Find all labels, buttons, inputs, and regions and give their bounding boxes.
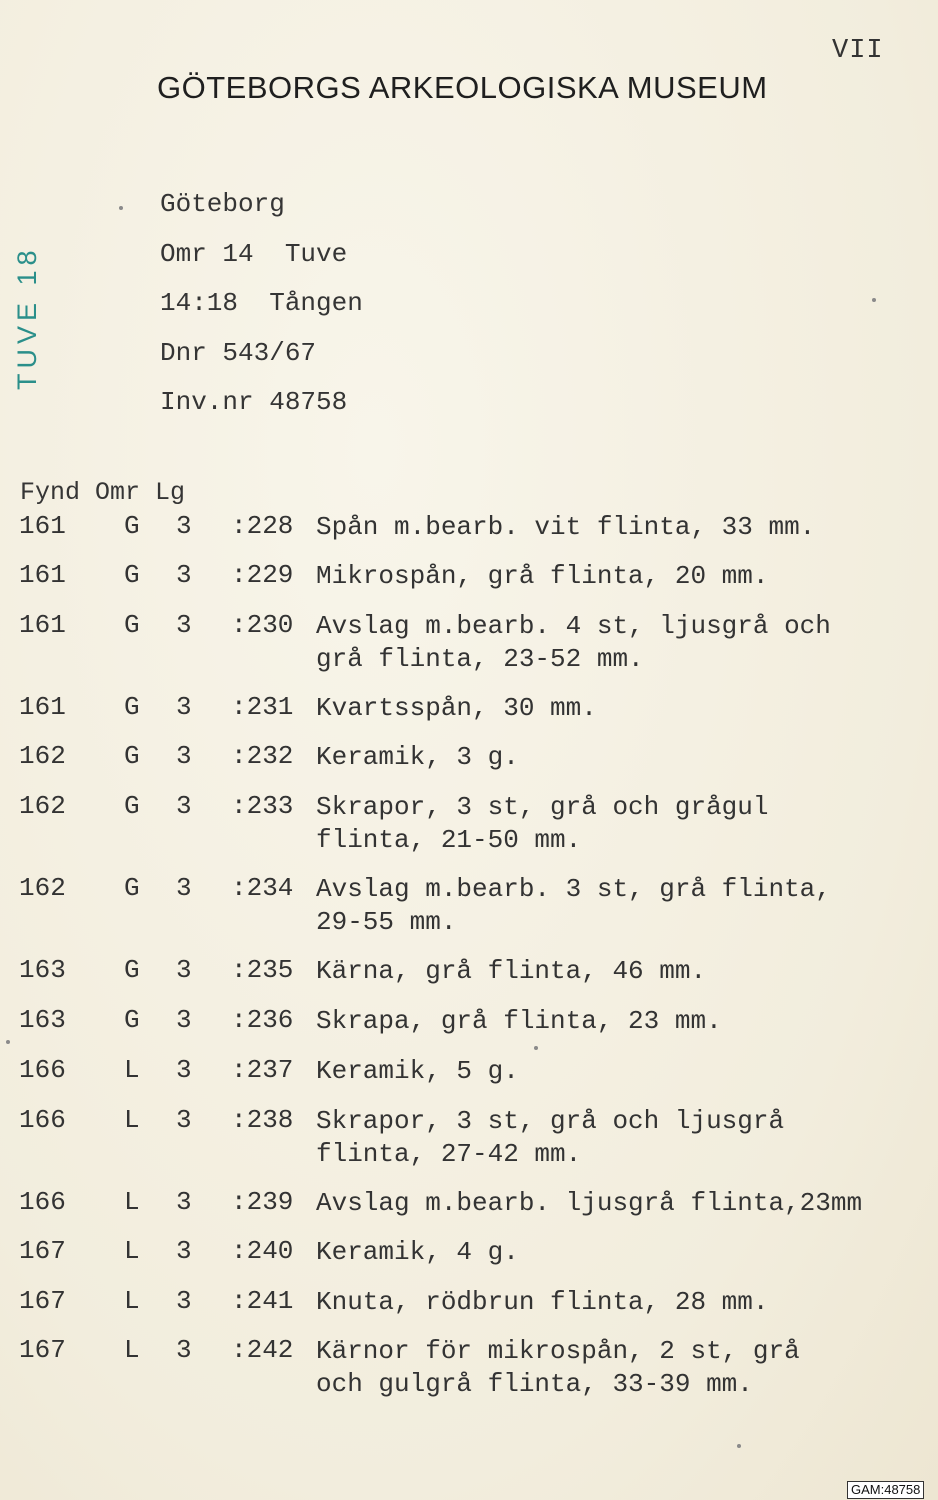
omr-cell: G — [124, 955, 140, 985]
description-line: och gulgrå flinta, 33-39 mm. — [316, 1369, 753, 1399]
fynd-cell: 163 — [19, 1005, 66, 1035]
omr-cell: G — [124, 873, 140, 903]
header-site: 14:18 Tången — [160, 288, 363, 318]
lg-cell: 3 — [176, 610, 192, 640]
catalog-number-cell: :241 — [231, 1286, 294, 1316]
lg-cell: 3 — [176, 1286, 192, 1316]
speck — [737, 1444, 741, 1448]
omr-cell: G — [124, 1005, 140, 1035]
fynd-cell: 162 — [19, 791, 66, 821]
table-headers: Fynd Omr Lg — [20, 478, 186, 507]
description-line: Avslag m.bearb. ljusgrå flinta,23mm — [316, 1188, 863, 1218]
lg-cell: 3 — [176, 1005, 192, 1035]
speck — [119, 206, 123, 210]
description-line: Kvartsspån, 30 mm. — [316, 693, 597, 723]
catalog-number-cell: :230 — [231, 610, 294, 640]
description-line: grå flinta, 23-52 mm. — [316, 644, 644, 674]
site-header — [160, 180, 363, 428]
omr-cell: L — [124, 1236, 140, 1266]
description-line: Avslag m.bearb. 3 st, grå flinta, — [316, 874, 831, 904]
catalog-number-cell: :231 — [231, 692, 294, 722]
lg-cell: 3 — [176, 692, 192, 722]
description-line: Keramik, 4 g. — [316, 1237, 519, 1267]
description-line: Mikrospån, grå flinta, 20 mm. — [316, 561, 769, 591]
page-number: VII — [832, 36, 884, 66]
description-line: Spån m.bearb. vit flinta, 33 mm. — [316, 512, 816, 542]
fynd-cell: 166 — [19, 1055, 66, 1085]
lg-cell: 3 — [176, 1055, 192, 1085]
lg-cell: 3 — [176, 1187, 192, 1217]
lg-cell: 3 — [176, 791, 192, 821]
lg-cell: 3 — [176, 1105, 192, 1135]
catalog-number-cell: :234 — [231, 873, 294, 903]
description-line: Kärnor för mikrospån, 2 st, grå — [316, 1336, 800, 1366]
catalog-number-cell: :228 — [231, 511, 294, 541]
lg-cell: 3 — [176, 873, 192, 903]
header-dnr: Dnr 543/67 — [160, 337, 317, 368]
fynd-cell: 161 — [19, 511, 66, 541]
speck — [872, 298, 876, 302]
omr-cell: L — [124, 1335, 140, 1365]
omr-cell: L — [124, 1286, 140, 1316]
fynd-cell: 167 — [19, 1286, 66, 1316]
fynd-cell: 166 — [19, 1105, 66, 1135]
lg-cell: 3 — [176, 955, 192, 985]
lg-cell: 3 — [176, 741, 192, 771]
omr-cell: L — [124, 1055, 140, 1085]
lg-cell: 3 — [176, 560, 192, 590]
omr-cell: G — [124, 692, 140, 722]
speck — [6, 1040, 10, 1044]
omr-cell: G — [124, 741, 140, 771]
fynd-cell: 167 — [19, 1236, 66, 1266]
catalog-number-cell: :235 — [231, 955, 294, 985]
fynd-cell: 163 — [19, 955, 66, 985]
description-line: Keramik, 3 g. — [316, 742, 519, 772]
catalog-number-cell: :242 — [231, 1335, 294, 1365]
header-invnr: Inv.nr 48758 — [160, 387, 348, 417]
description-line: flinta, 21-50 mm. — [316, 825, 582, 855]
description-line: Avslag m.bearb. 4 st, ljusgrå och — [316, 611, 831, 641]
omr-cell: G — [124, 610, 140, 640]
description-line: flinta, 27-42 mm. — [316, 1139, 582, 1169]
inventory-stamp: GAM:48758 — [847, 1481, 924, 1499]
catalog-number-cell: :233 — [231, 791, 294, 821]
catalog-number-cell: :238 — [231, 1105, 294, 1135]
speck — [534, 1046, 538, 1050]
fynd-cell: 161 — [19, 560, 66, 590]
fynd-cell: 162 — [19, 873, 66, 903]
omr-cell: G — [124, 791, 140, 821]
description-line: Knuta, rödbrun flinta, 28 mm. — [316, 1287, 769, 1317]
omr-cell: G — [124, 560, 140, 590]
catalog-number-cell: :229 — [231, 560, 294, 590]
omr-cell: L — [124, 1187, 140, 1217]
catalog-number-cell: :240 — [231, 1236, 294, 1266]
description-line: Skrapor, 3 st, grå och ljusgrå — [316, 1106, 785, 1136]
fynd-cell: 166 — [19, 1187, 66, 1217]
lg-cell: 3 — [176, 1236, 192, 1266]
lg-cell: 3 — [176, 511, 192, 541]
description-line: Skrapa, grå flinta, 23 mm. — [316, 1006, 722, 1036]
header-area: Omr 14 Tuve — [160, 238, 348, 269]
museum-name: GÖTEBORGS ARKEOLOGISKA MUSEUM — [157, 70, 768, 105]
catalog-number-cell: :239 — [231, 1187, 294, 1217]
description-line: Kärna, grå flinta, 46 mm. — [316, 956, 707, 986]
omr-cell: G — [124, 511, 140, 541]
omr-cell: L — [124, 1105, 140, 1135]
description-line: Skrapor, 3 st, grå och grågul — [316, 792, 769, 822]
lg-cell: 3 — [176, 1335, 192, 1365]
description-line: Keramik, 5 g. — [316, 1056, 519, 1086]
fynd-cell: 161 — [19, 692, 66, 722]
catalog-number-cell: :236 — [231, 1005, 294, 1035]
side-label: TUVE 18 — [12, 245, 42, 390]
fynd-cell: 162 — [19, 741, 66, 771]
catalog-number-cell: :237 — [231, 1055, 294, 1085]
fynd-cell: 161 — [19, 610, 66, 640]
catalog-number-cell: :232 — [231, 741, 294, 771]
fynd-cell: 167 — [19, 1335, 66, 1365]
description-line: 29-55 mm. — [316, 907, 457, 937]
header-city: Göteborg — [160, 189, 285, 219]
